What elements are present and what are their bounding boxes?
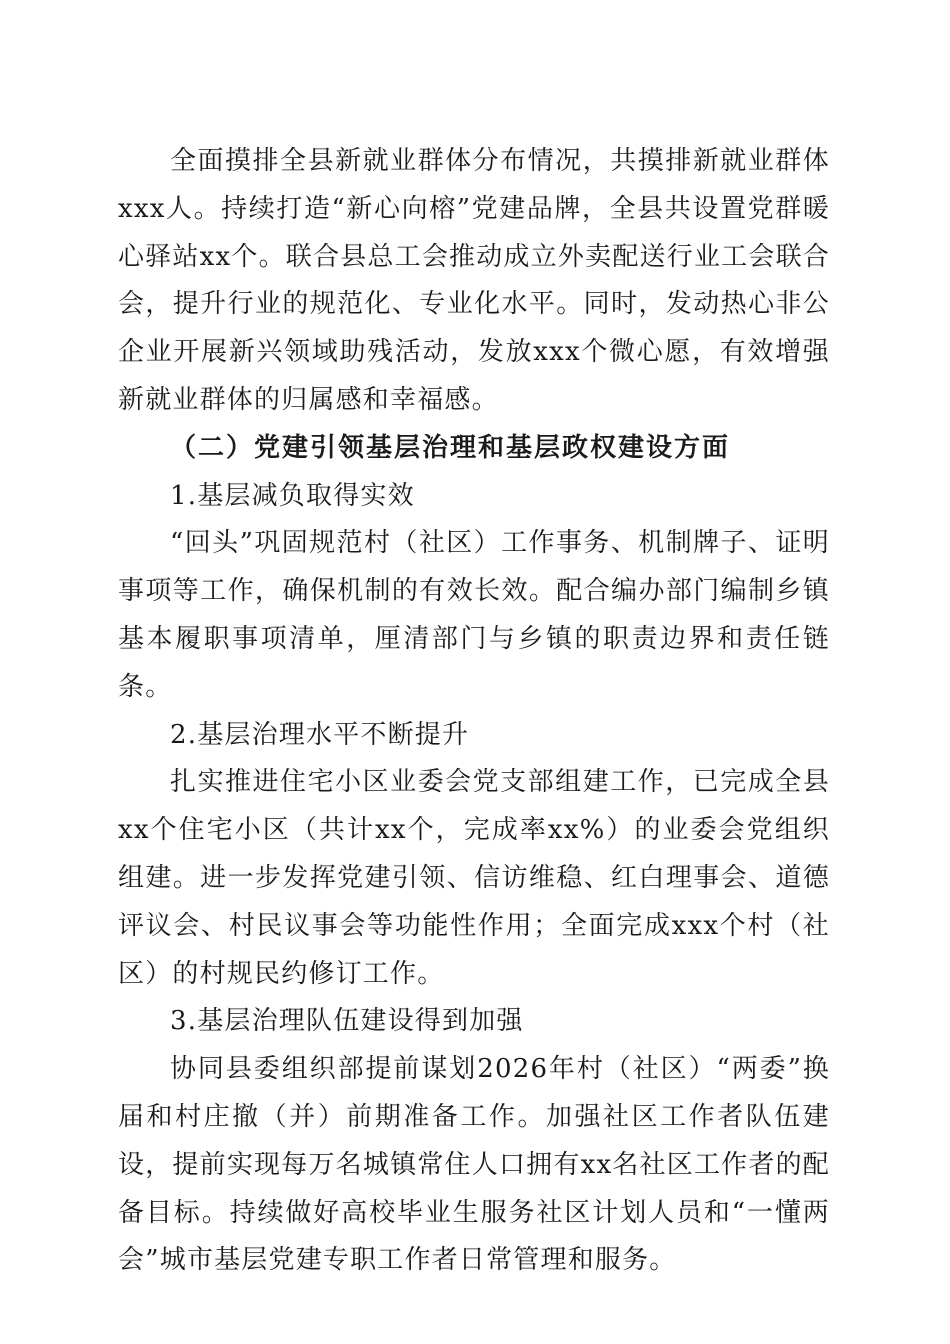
paragraph-new-employment-groups: 全面摸排全县新就业群体分布情况，共摸排新就业群体xxx人。持续打造“新心向榕”党建品牌，全县共设置党群暖心驿站xx个。联合县总工会推动成立外卖配送行业工会联合会，提升行业的规范化、专业化水平。同时，发动热心非公企业开展新兴领域助残活动，发放xxx个微心愿，有效增强新就业群体的归属感和幸福感。 — [118, 146, 830, 415]
paragraph-burden-reduction: “回头”巩固规范村（社区）工作事务、机制牌子、证明事项等工作，确保机制的有效长效。配合编办部门编制乡镇基本履职事项清单，厘清部门与乡镇的职责边界和责任链条。 — [118, 528, 830, 702]
subheading-governance-level: 2.基层治理水平不断提升 — [170, 719, 470, 750]
document-body — [118, 138, 830, 1285]
paragraph-governance-level: 扎实推进住宅小区业委会党支部组建工作，已完成全县xx个住宅小区（共计xx个，完成率xx%）的业委会党组织组建。进一步发挥党建引领、信访维稳、红白理事会、道德评议会、村民议事会等功能性作用；全面完成xxx个村（社区）的村规民约修订工作。 — [118, 767, 830, 989]
paragraph-team-building: 协同县委组织部提前谋划2026年村（社区）“两委”换届和村庄撤（并）前期准备工作。加强社区工作者队伍建设，提前实现每万名城镇常住人口拥有xx名社区工作者的配备目标。持续做好高校毕业生服务社区计划人员和“一懂两会”城市基层党建专职工作者日常管理和服务。 — [118, 1054, 830, 1276]
subheading-team-building: 3.基层治理队伍建设得到加强 — [170, 1006, 524, 1037]
section-heading-grassroots-governance: （二）党建引领基层治理和基层政权建设方面 — [170, 432, 731, 463]
subheading-burden-reduction: 1.基层减负取得实效 — [170, 480, 415, 511]
